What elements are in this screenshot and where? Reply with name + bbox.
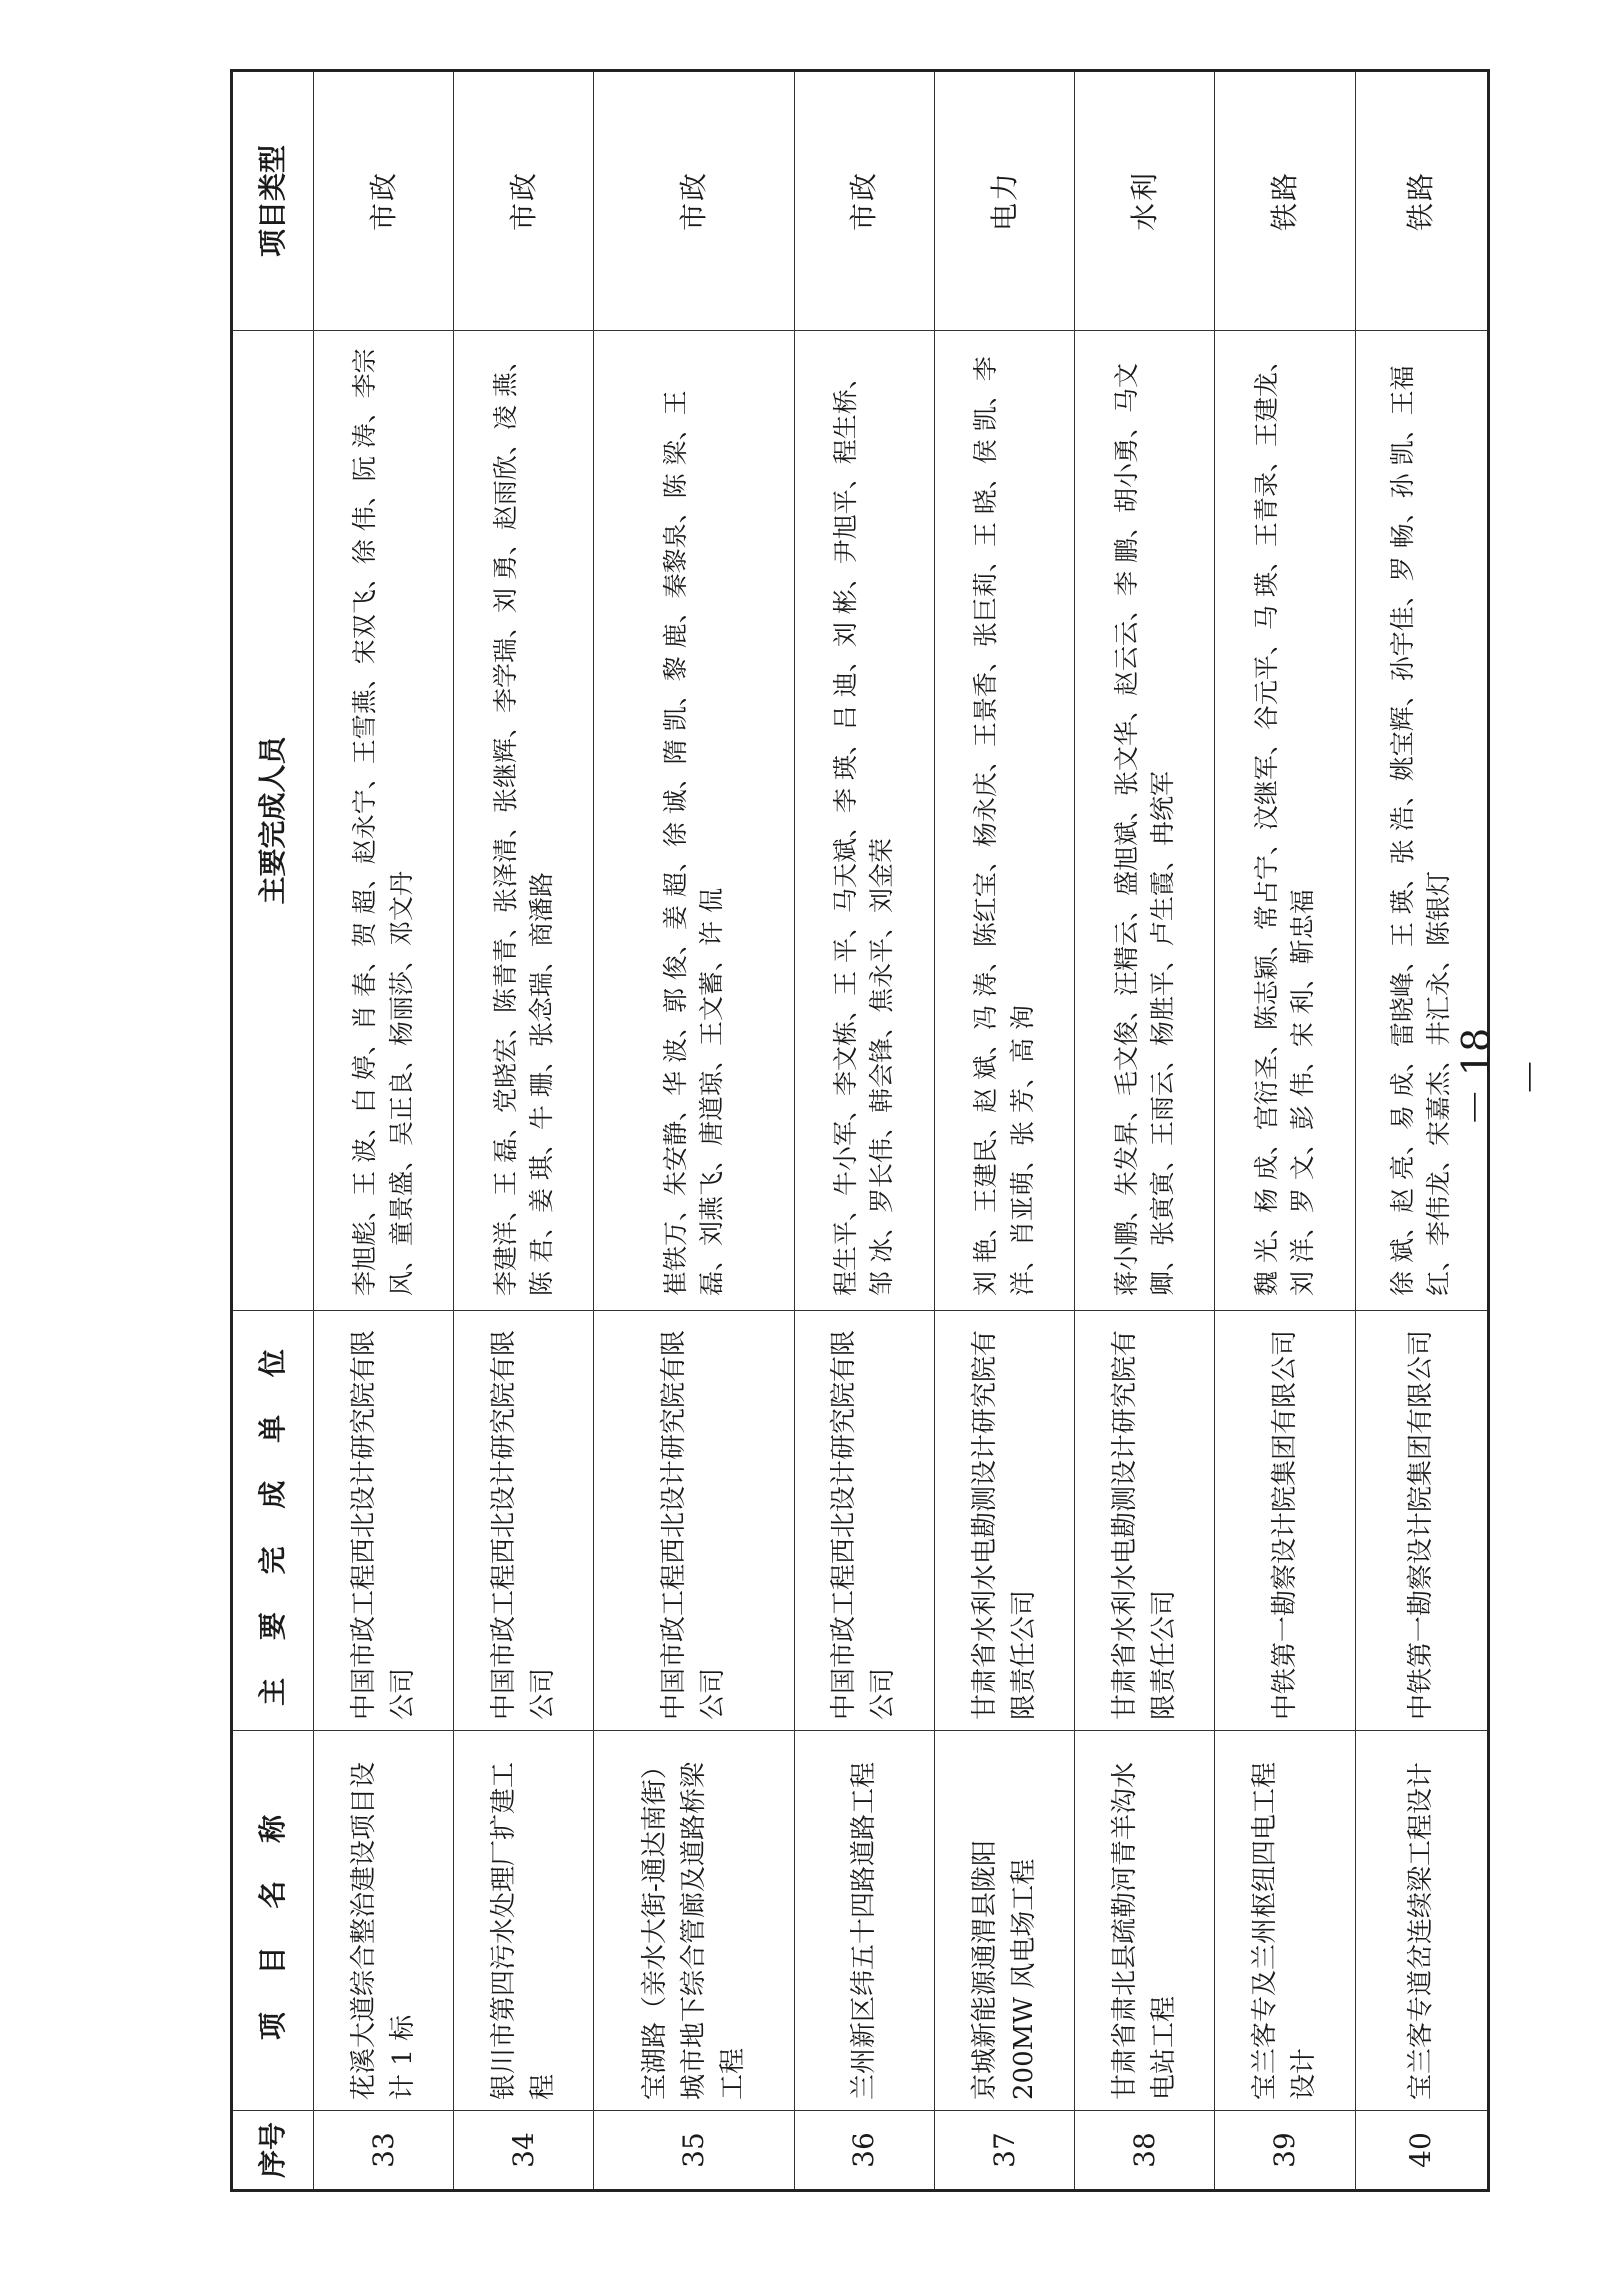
row-number: 37	[934, 2111, 1074, 2191]
main-personnel: 刘 艳、王建民、赵 斌、冯 涛、陈红宝、杨永庆、王景香、张巨莉、王 晓、侯 凯、李 洋、肖亚萌、张 芳、高 洵	[934, 331, 1074, 1311]
page-number: － 18 －	[1454, 1027, 1553, 1127]
project-name: 宝兰客专道岔连续梁工程设计	[1355, 1731, 1488, 2111]
project-name: 花溪大道综合整治建设项目设计 1 标	[314, 1731, 454, 2111]
completing-unit: 中国市政工程西北设计研究院有限公司	[594, 1311, 794, 1731]
table-row	[794, 71, 934, 2191]
project-name: 兰州新区纬五十四路道路工程	[794, 1731, 934, 2111]
project-name: 甘肃省肃北县疏勒河青羊沟水电站工程	[1075, 1731, 1215, 2111]
project-name: 京城新能源通渭县陇阳 200MW 风电场工程	[934, 1731, 1074, 2111]
row-number: 38	[1075, 2111, 1215, 2191]
main-personnel: 李建洋、王 磊、党晓宏、陈青青、张泽清、张继辉、李学瑞、刘 勇、赵雨欣、凌 燕、陈 君、姜 琪、牛 珊、张念瑞、商潘路	[454, 331, 594, 1311]
project-type: 铁路	[1355, 71, 1488, 331]
row-number: 40	[1355, 2111, 1488, 2191]
main-personnel: 李旭彪、王 波、白 婷、肖 春、贺 超、赵永宁、王雪燕、宋双飞、徐 伟、阮 涛、李宗风、童景盛、吴正良、杨丽莎、邓文丹	[314, 331, 454, 1311]
main-personnel: 程生平、牛小军、李文栋、王 平、马天斌、李 瑛、吕 迪、刘 彬、尹旭平、程生桥、邹 冰、罗长伟、韩会锋、焦永平、刘金荣	[794, 331, 934, 1311]
row-number: 35	[594, 2111, 794, 2191]
table-row	[934, 71, 1074, 2191]
table-row	[594, 71, 794, 2191]
project-type: 市政	[794, 71, 934, 331]
project-name: 宝湖路（亲水大街-通达南街）城市地下综合管廊及道路桥梁工程	[594, 1731, 794, 2111]
project-type: 市政	[594, 71, 794, 331]
project-type: 市政	[314, 71, 454, 331]
completing-unit: 中国市政工程西北设计研究院有限公司	[454, 1311, 594, 1731]
header-people: 主要完成人员	[232, 331, 314, 1311]
main-personnel: 徐 斌、赵 亮、易 成、雷晓峰、王 瑛、张 浩、姚宝辉、孙宇佳、罗 畅、孙 凯、王福红、李伟龙、宋嘉杰、井汇永、陈银灯	[1355, 331, 1488, 1311]
completing-unit: 中国市政工程西北设计研究院有限公司	[794, 1311, 934, 1731]
project-type: 市政	[454, 71, 594, 331]
project-name: 宝兰客专及兰州枢纽四电工程设计	[1215, 1731, 1355, 2111]
header-unit: 主 要 完 成 单 位	[232, 1311, 314, 1731]
completing-unit: 甘肃省水利水电勘测设计研究院有限责任公司	[1075, 1311, 1215, 1731]
project-name: 银川市第四污水处理厂扩建工程	[454, 1731, 594, 2111]
header-no: 序号	[232, 2111, 314, 2191]
project-table	[230, 69, 1490, 2192]
row-number: 39	[1215, 2111, 1355, 2191]
main-personnel: 蒋小鹏、朱发昇、毛文俊、汪精云、盛旭斌、张文华、赵云云、李 鹏、胡小勇、马文卿、张寅寅、王雨云、杨胜平、卢生霞、冉统军	[1075, 331, 1215, 1311]
project-type: 电力	[934, 71, 1074, 331]
completing-unit: 中铁第一勘察设计院集团有限公司	[1355, 1311, 1488, 1731]
project-type: 水利	[1075, 71, 1215, 331]
table-header-row	[232, 71, 314, 2191]
table-row	[1215, 71, 1355, 2191]
table-row	[314, 71, 454, 2191]
header-name: 项 目 名 称	[232, 1731, 314, 2111]
project-type: 铁路	[1215, 71, 1355, 331]
completing-unit: 中铁第一勘察设计院集团有限公司	[1215, 1311, 1355, 1731]
row-number: 34	[454, 2111, 594, 2191]
row-number: 33	[314, 2111, 454, 2191]
completing-unit: 甘肃省水利水电勘测设计研究院有限责任公司	[934, 1311, 1074, 1731]
table-row	[1075, 71, 1215, 2191]
row-number: 36	[794, 2111, 934, 2191]
main-personnel: 崔铁万、朱安静、华 波、郭 俊、姜 超、徐 诚、隋 凯、黎 鹿、秦黎泉、陈 梁、王 磊、刘燕飞、唐道琼、王文蓄、许 侃	[594, 331, 794, 1311]
main-personnel: 魏 光、杨 成、宫衍圣、陈志颖、常占宁、汶继军、谷元平、马 瑛、王青录、王建龙、刘 洋、罗 文、彭 伟、宋 利、靳忠福	[1215, 331, 1355, 1311]
completing-unit: 中国市政工程西北设计研究院有限公司	[314, 1311, 454, 1731]
rotated-table-sheet	[230, 72, 1490, 2192]
table-row	[454, 71, 594, 2191]
header-type: 项目类型	[232, 71, 314, 331]
